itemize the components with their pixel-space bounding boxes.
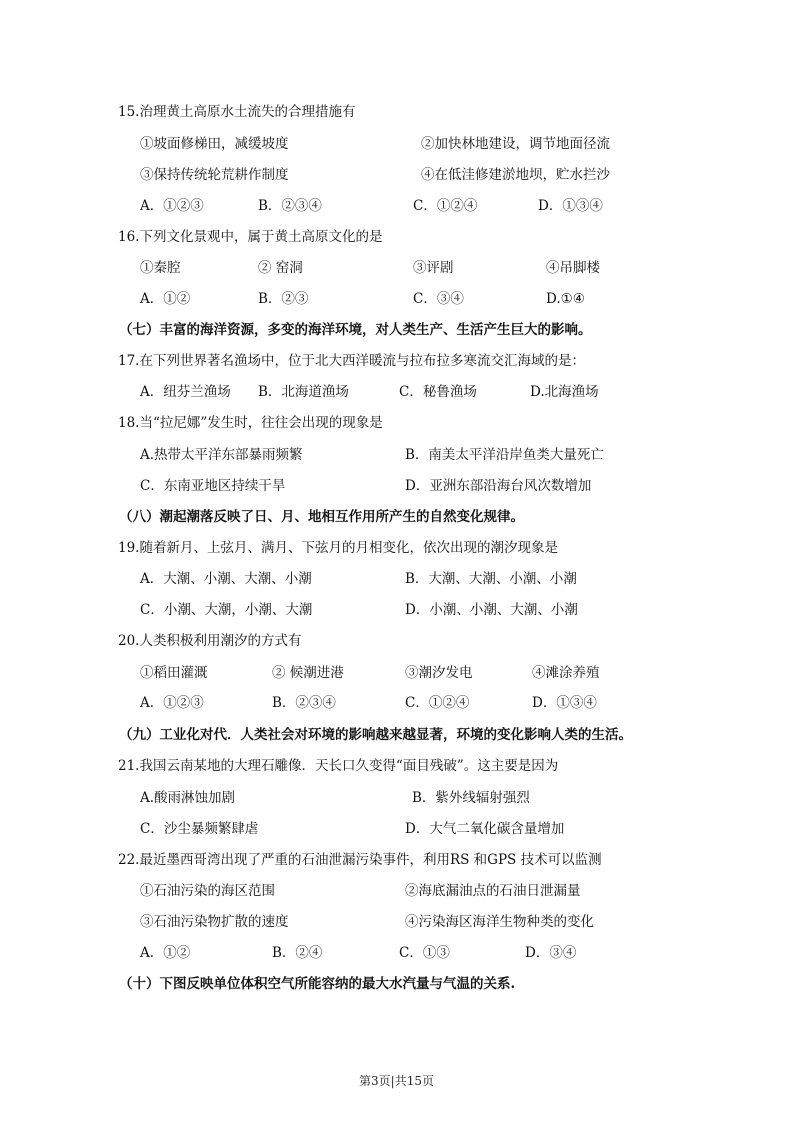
q16-item-2: ② 窑洞: [258, 260, 303, 276]
q18-option-d: D．亚洲东部沿海台风次数增加: [405, 478, 592, 494]
q18-stem: 18.当“拉尼娜”发生时，往往会出现的现象是: [118, 415, 383, 431]
q22-item-3: ③石油污染物扩散的速度: [140, 914, 289, 930]
q19-option-a: A．大潮、小潮、大潮、小潮: [140, 571, 312, 587]
q19-stem: 19.随着新月、上弦月、满月、下弦月的月相变化，依次出现的潮汐现象是: [118, 540, 558, 556]
section-7-heading: （七）丰富的海洋资源，多变的海洋环境，对人类生产、生活产生巨大的影响。: [119, 322, 592, 338]
q20-item-4: ④滩涂养殖: [532, 665, 600, 681]
section-9-heading: （九）工业化对代．人类社会对环境的影响越来越显著，环境的变化影响人类的生活。: [119, 727, 632, 743]
q16-item-4: ④吊脚楼: [546, 260, 600, 276]
q15-stem: 15.治理黄土高原水土流失的合理措施有: [118, 104, 356, 120]
q17-option-a: A．纽芬兰渔场: [140, 384, 231, 400]
q16-option-d: D.①④: [546, 291, 585, 307]
q16-option-c: C．③④: [413, 291, 464, 307]
q22-item-4: ④污染海区海洋生物种类的变化: [405, 914, 594, 930]
q22-option-c: C．①③: [399, 945, 450, 961]
q16-stem: 16.下列文化景观中，属于黄土高原文化的是: [118, 229, 383, 245]
q15-item-1: ①坡面修梯田，减缓坡度: [140, 136, 289, 152]
q20-option-a: A．①②③: [140, 695, 204, 711]
q21-option-d: D．大气二氧化碳含量增加: [405, 821, 565, 837]
q20-stem: 20.人类积极利用潮汐的方式有: [118, 633, 302, 649]
q21-option-c: C．沙尘暴频繁肆虐: [140, 821, 259, 837]
q18-option-c: C．东南亚地区持续干旱: [140, 478, 286, 494]
page-number-footer: 第3页|共15页: [359, 1074, 434, 1088]
q16-item-3: ③评剧: [413, 260, 454, 276]
q16-item-1: ①秦腔: [140, 260, 181, 276]
q22-option-a: A．①②: [140, 945, 191, 961]
section-8-heading: （八）潮起潮落反映了日、月、地相互作用所产生的自然变化规律。: [119, 509, 524, 525]
q19-option-c: C．小潮、大潮，小潮、大潮: [140, 602, 313, 618]
q17-option-b: B．北海道渔场: [258, 384, 349, 400]
q18-option-b: B．南美太平洋沿岸鱼类大量死亡: [405, 447, 604, 463]
q20-item-2: ② 候潮进港: [272, 665, 344, 681]
q15-option-a: A．①②③: [140, 198, 204, 214]
q22-item-2: ②海底漏油点的石油日泄漏量: [405, 883, 581, 899]
q22-item-1: ①石油污染的海区范围: [140, 883, 275, 899]
q22-option-d: D．③④: [525, 945, 577, 961]
q19-option-d: D．小潮、小潮、大潮、小潮: [405, 602, 578, 618]
q21-stem: 21.我国云南某地的大理石雕像．天长口久变得“面目残破”。这主要是因为: [118, 758, 559, 774]
q17-option-d: D.北海渔场: [530, 384, 599, 400]
section-10-heading: （十）下图反映单位体积空气所能容纳的最大水汽量与气温的关系.: [119, 976, 516, 992]
q22-option-b: B．②④: [272, 945, 323, 961]
q19-option-b: B．大潮、大潮、小潮、小潮: [405, 571, 577, 587]
q20-item-1: ①稻田灌溉: [140, 665, 208, 681]
q20-option-b: B．②③④: [272, 695, 336, 711]
q20-option-d: D．①③④: [532, 695, 597, 711]
q21-option-b: B．紫外线辐射强烈: [412, 790, 530, 806]
q22-stem: 22.最近墨西哥湾出现了严重的石油泄漏污染事件，利用RS 和GPS 技术可以监测: [118, 852, 602, 868]
q15-option-b: B．②③④: [258, 198, 322, 214]
q21-option-a: A.酸雨淋蚀加剧: [140, 790, 236, 806]
q16-option-b: B．②③: [258, 291, 309, 307]
q17-stem: 17.在下列世界著名渔场中，位于北大西洋暖流与拉布拉多寒流交汇海域的是：: [118, 353, 585, 369]
q15-item-2: ②加快林地建设，调节地面径流: [421, 136, 610, 152]
q20-item-3: ③潮汐发电: [405, 665, 473, 681]
q15-option-d: D．①③④: [538, 198, 603, 214]
q15-item-3: ③保持传统轮荒耕作制度: [140, 167, 289, 183]
q18-option-a: A.热带太平洋东部暴雨频繁: [140, 447, 303, 463]
q17-option-c: C．秘鲁渔场: [399, 384, 477, 400]
q16-option-a: A．①②: [140, 291, 191, 307]
q15-item-4: ④在低洼修建淤地坝，贮水拦沙: [421, 167, 610, 183]
q20-option-c: C．①②④: [405, 695, 470, 711]
q15-option-c: C．①②④: [413, 198, 478, 214]
